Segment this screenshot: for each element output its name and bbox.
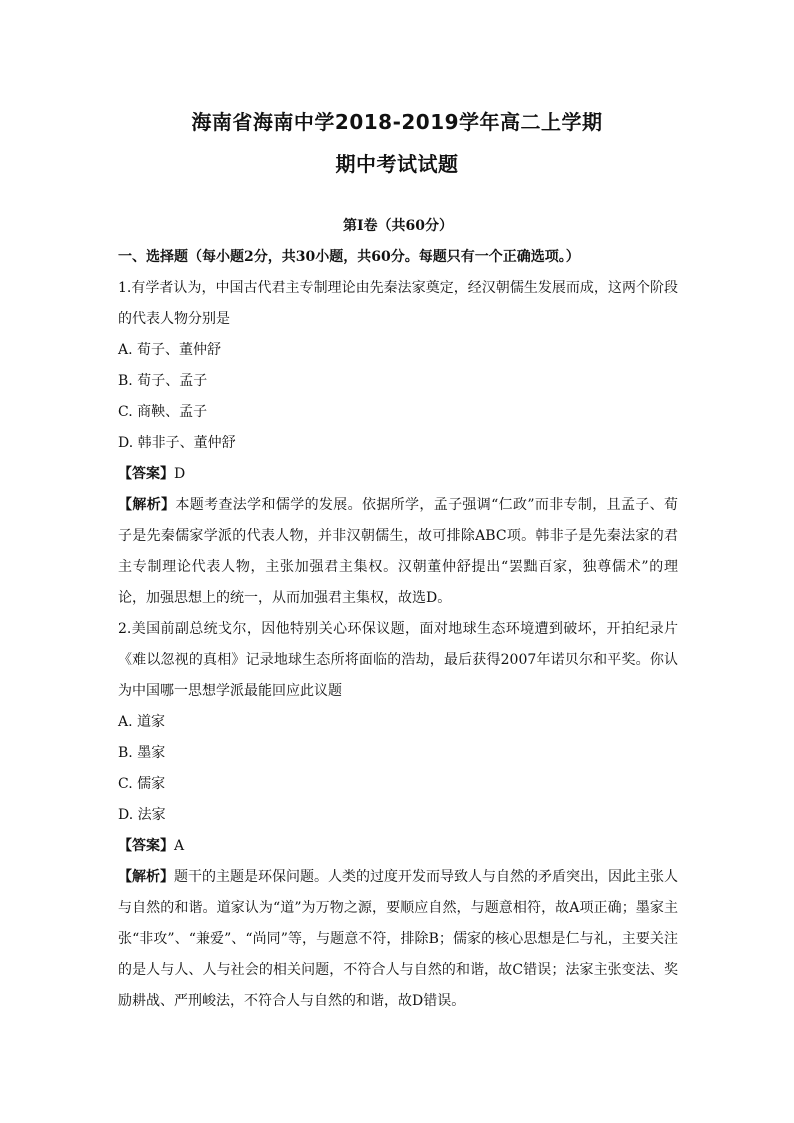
option-a: A. 道家	[118, 714, 166, 730]
analysis-label: 【解析】	[118, 497, 176, 513]
part-heading: 一、选择题（每小题2分，共30小题，共60分。每题只有一个正确选项。）	[118, 249, 580, 265]
answer-line	[118, 831, 678, 862]
option-a: A. 荀子、董仲舒	[118, 342, 222, 358]
option-c: C. 商鞅、孟子	[118, 404, 208, 420]
answer-value: A	[174, 838, 185, 854]
option-c: C. 儒家	[118, 776, 166, 792]
question-1	[118, 273, 678, 614]
option-b: B. 荀子、孟子	[118, 373, 208, 389]
option-d: D. 法家	[118, 807, 166, 823]
analysis-text: 题干的主题是环保问题。人类的过度开发而导致人与自然的矛盾突出，因此主张人与自然的和谐。道家认为“道”为万物之源，要顺应自然，与题意相符，故A项正确；墨家主张“非攻”、“兼爱”、“尚同”等，与题意不符，排除B；儒家的核心思想是仁与礼，主要关注的是人与人、人与社会的相关问题，不符合人与自然的和谐，故C错误；法家主张变法、奖励耕战、严刑峻法，不符合人与自然的和谐，故D错误。	[118, 869, 678, 1009]
analysis-label: 【解析】	[118, 869, 174, 885]
document-title-line2: 期中考试试题	[335, 152, 459, 176]
analysis-paragraph	[118, 862, 678, 1017]
answer-value: D	[174, 466, 186, 482]
question-stem: 2.美国前副总统戈尔，因他特别关心环保议题，面对地球生态环境遭到破坏，开拍纪录片《难以忽视的真相》记录地球生态所将面临的浩劫，最后获得2007年诺贝尔和平奖。你认为中国哪一思想学派最能回应此议题	[118, 621, 678, 699]
section-title: 第Ⅰ卷（共60分）	[342, 218, 454, 234]
document-title-line1: 海南省海南中学2018-2019学年高二上学期	[191, 110, 603, 134]
document-body	[118, 211, 678, 1017]
option-d: D. 韩非子、董仲舒	[118, 435, 236, 451]
question-stem: 1.有学者认为，中国古代君主专制理论由先秦法家奠定，经汉朝儒生发展而成，这两个阶段的代表人物分别是	[118, 280, 678, 327]
analysis-paragraph	[118, 490, 678, 614]
analysis-text: 本题考查法学和儒学的发展。依据所学，孟子强调“仁政”而非专制，且孟子、荀子是先秦儒家学派的代表人物，并非汉朝儒生，故可排除ABC项。韩非子是先秦法家的君主专制理论代表人物，主张加强君主集权。汉朝董仲舒提出“罢黜百家，独尊儒术”的理论，加强思想上的统一，从而加强君主集权，故选D。	[118, 497, 679, 606]
answer-label: 【答案】	[118, 466, 174, 482]
answer-line	[118, 459, 678, 490]
option-b: B. 墨家	[118, 745, 166, 761]
answer-label: 【答案】	[118, 838, 174, 854]
question-2	[118, 614, 678, 1017]
